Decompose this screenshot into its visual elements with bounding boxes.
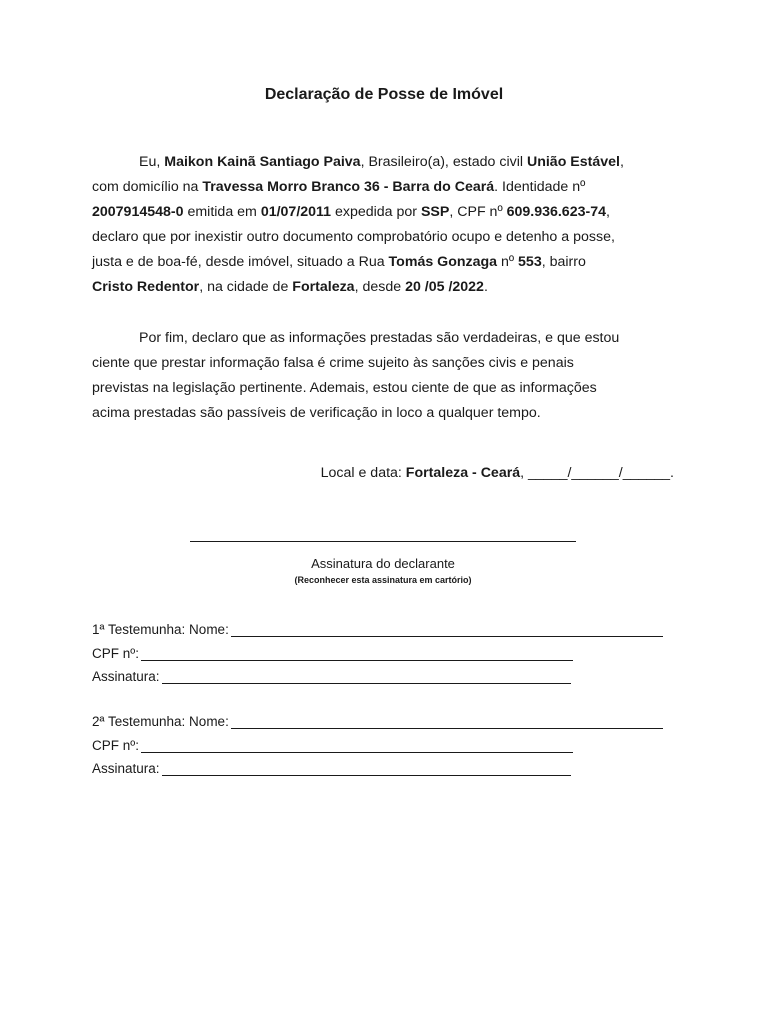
text-run: expedida por xyxy=(331,204,421,220)
date-blank: , _____/______/______. xyxy=(520,465,674,481)
property-number: 553 xyxy=(518,254,542,270)
declarant-signature-line xyxy=(190,541,576,542)
possession-since-date: 20 /05 /2022 xyxy=(405,279,484,295)
paragraph-line xyxy=(92,150,674,175)
id-number: 2007914548-0 xyxy=(92,204,184,220)
signature-label: Assinatura do declarante xyxy=(311,556,455,571)
witness1-signature-field xyxy=(92,669,571,684)
paragraph-line: previstas na legislação pertinente. Ademais, estou ciente de que as informações xyxy=(92,380,597,396)
paragraph-line: acima prestadas são passíveis de verificação in loco a qualquer tempo. xyxy=(92,405,541,421)
statement-paragraph xyxy=(92,326,674,426)
text-run: , bairro xyxy=(541,254,586,270)
witness1-name-label: 1ª Testemunha: Nome: xyxy=(92,622,229,637)
local-date-label: Local e data: xyxy=(320,465,406,481)
text-run: , na cidade de xyxy=(199,279,293,295)
local-and-date xyxy=(321,465,674,481)
witness1-cpf-blank xyxy=(141,646,573,661)
cpf-number: 609.936.623-74 xyxy=(506,204,606,220)
witness1-name-field xyxy=(92,622,663,637)
text-run: , CPF nº xyxy=(449,204,507,220)
witness2-cpf-blank xyxy=(141,738,573,753)
witness1-signature-blank xyxy=(162,669,571,684)
paragraph-line xyxy=(92,326,674,351)
paragraph-line xyxy=(92,200,674,225)
declaration-paragraph xyxy=(92,150,674,300)
text-run: justa e de boa-fé, desde imóvel, situado a Rua xyxy=(92,254,389,270)
paragraph-line xyxy=(92,175,674,200)
paragraph-line xyxy=(92,275,674,300)
signature-note: (Reconhecer esta assinatura em cartório) xyxy=(294,575,472,585)
witness2-name-blank xyxy=(231,714,663,729)
text-run: com domicílio na xyxy=(92,179,203,195)
text-run: Eu, xyxy=(139,154,165,170)
witness1-cpf-label: CPF nº: xyxy=(92,646,139,661)
property-neighborhood: Cristo Redentor xyxy=(92,279,200,295)
paragraph-line: declaro que por inexistir outro documento comprobatório ocupo e detenho a posse, xyxy=(92,229,615,245)
witness1-signature-label: Assinatura: xyxy=(92,669,160,684)
text-run: . xyxy=(483,279,488,295)
civil-status: União Estável xyxy=(526,154,620,170)
text-run: emitida em xyxy=(183,204,261,220)
text-run: . Identidade nº xyxy=(494,179,586,195)
id-issue-date: 01/07/2011 xyxy=(260,204,332,220)
text-run: , xyxy=(605,204,610,220)
id-issuer: SSP xyxy=(420,204,450,220)
text-run: , Brasileiro(a), estado civil xyxy=(360,154,527,170)
witness2-name-field xyxy=(92,714,663,729)
witness2-cpf-field xyxy=(92,738,573,753)
text-run: , desde xyxy=(354,279,406,295)
witness2-name-label: 2ª Testemunha: Nome: xyxy=(92,714,229,729)
witness1-cpf-field xyxy=(92,646,573,661)
declarant-name: Maikon Kainã Santiago Paiva xyxy=(164,154,361,170)
witness2-cpf-label: CPF nº: xyxy=(92,738,139,753)
text-run: nº xyxy=(497,254,519,270)
paragraph-line xyxy=(92,250,674,275)
witness1-name-blank xyxy=(231,622,663,637)
witness2-signature-label: Assinatura: xyxy=(92,761,160,776)
residence-address: Travessa Morro Branco 36 - Barra do Ceará xyxy=(202,179,495,195)
witness2-signature-field xyxy=(92,761,571,776)
property-street: Tomás Gonzaga xyxy=(388,254,498,270)
text-run: , xyxy=(620,154,624,170)
text-run: Por fim, declaro que as informações prestadas são verdadeiras, e que estou xyxy=(139,330,620,346)
paragraph-line: ciente que prestar informação falsa é crime sujeito às sanções civis e penais xyxy=(92,355,574,371)
property-city: Fortaleza xyxy=(292,279,355,295)
document-title: Declaração de Posse de Imóvel xyxy=(264,86,504,103)
witness2-signature-blank xyxy=(162,761,571,776)
local-place: Fortaleza - Ceará xyxy=(405,465,521,481)
